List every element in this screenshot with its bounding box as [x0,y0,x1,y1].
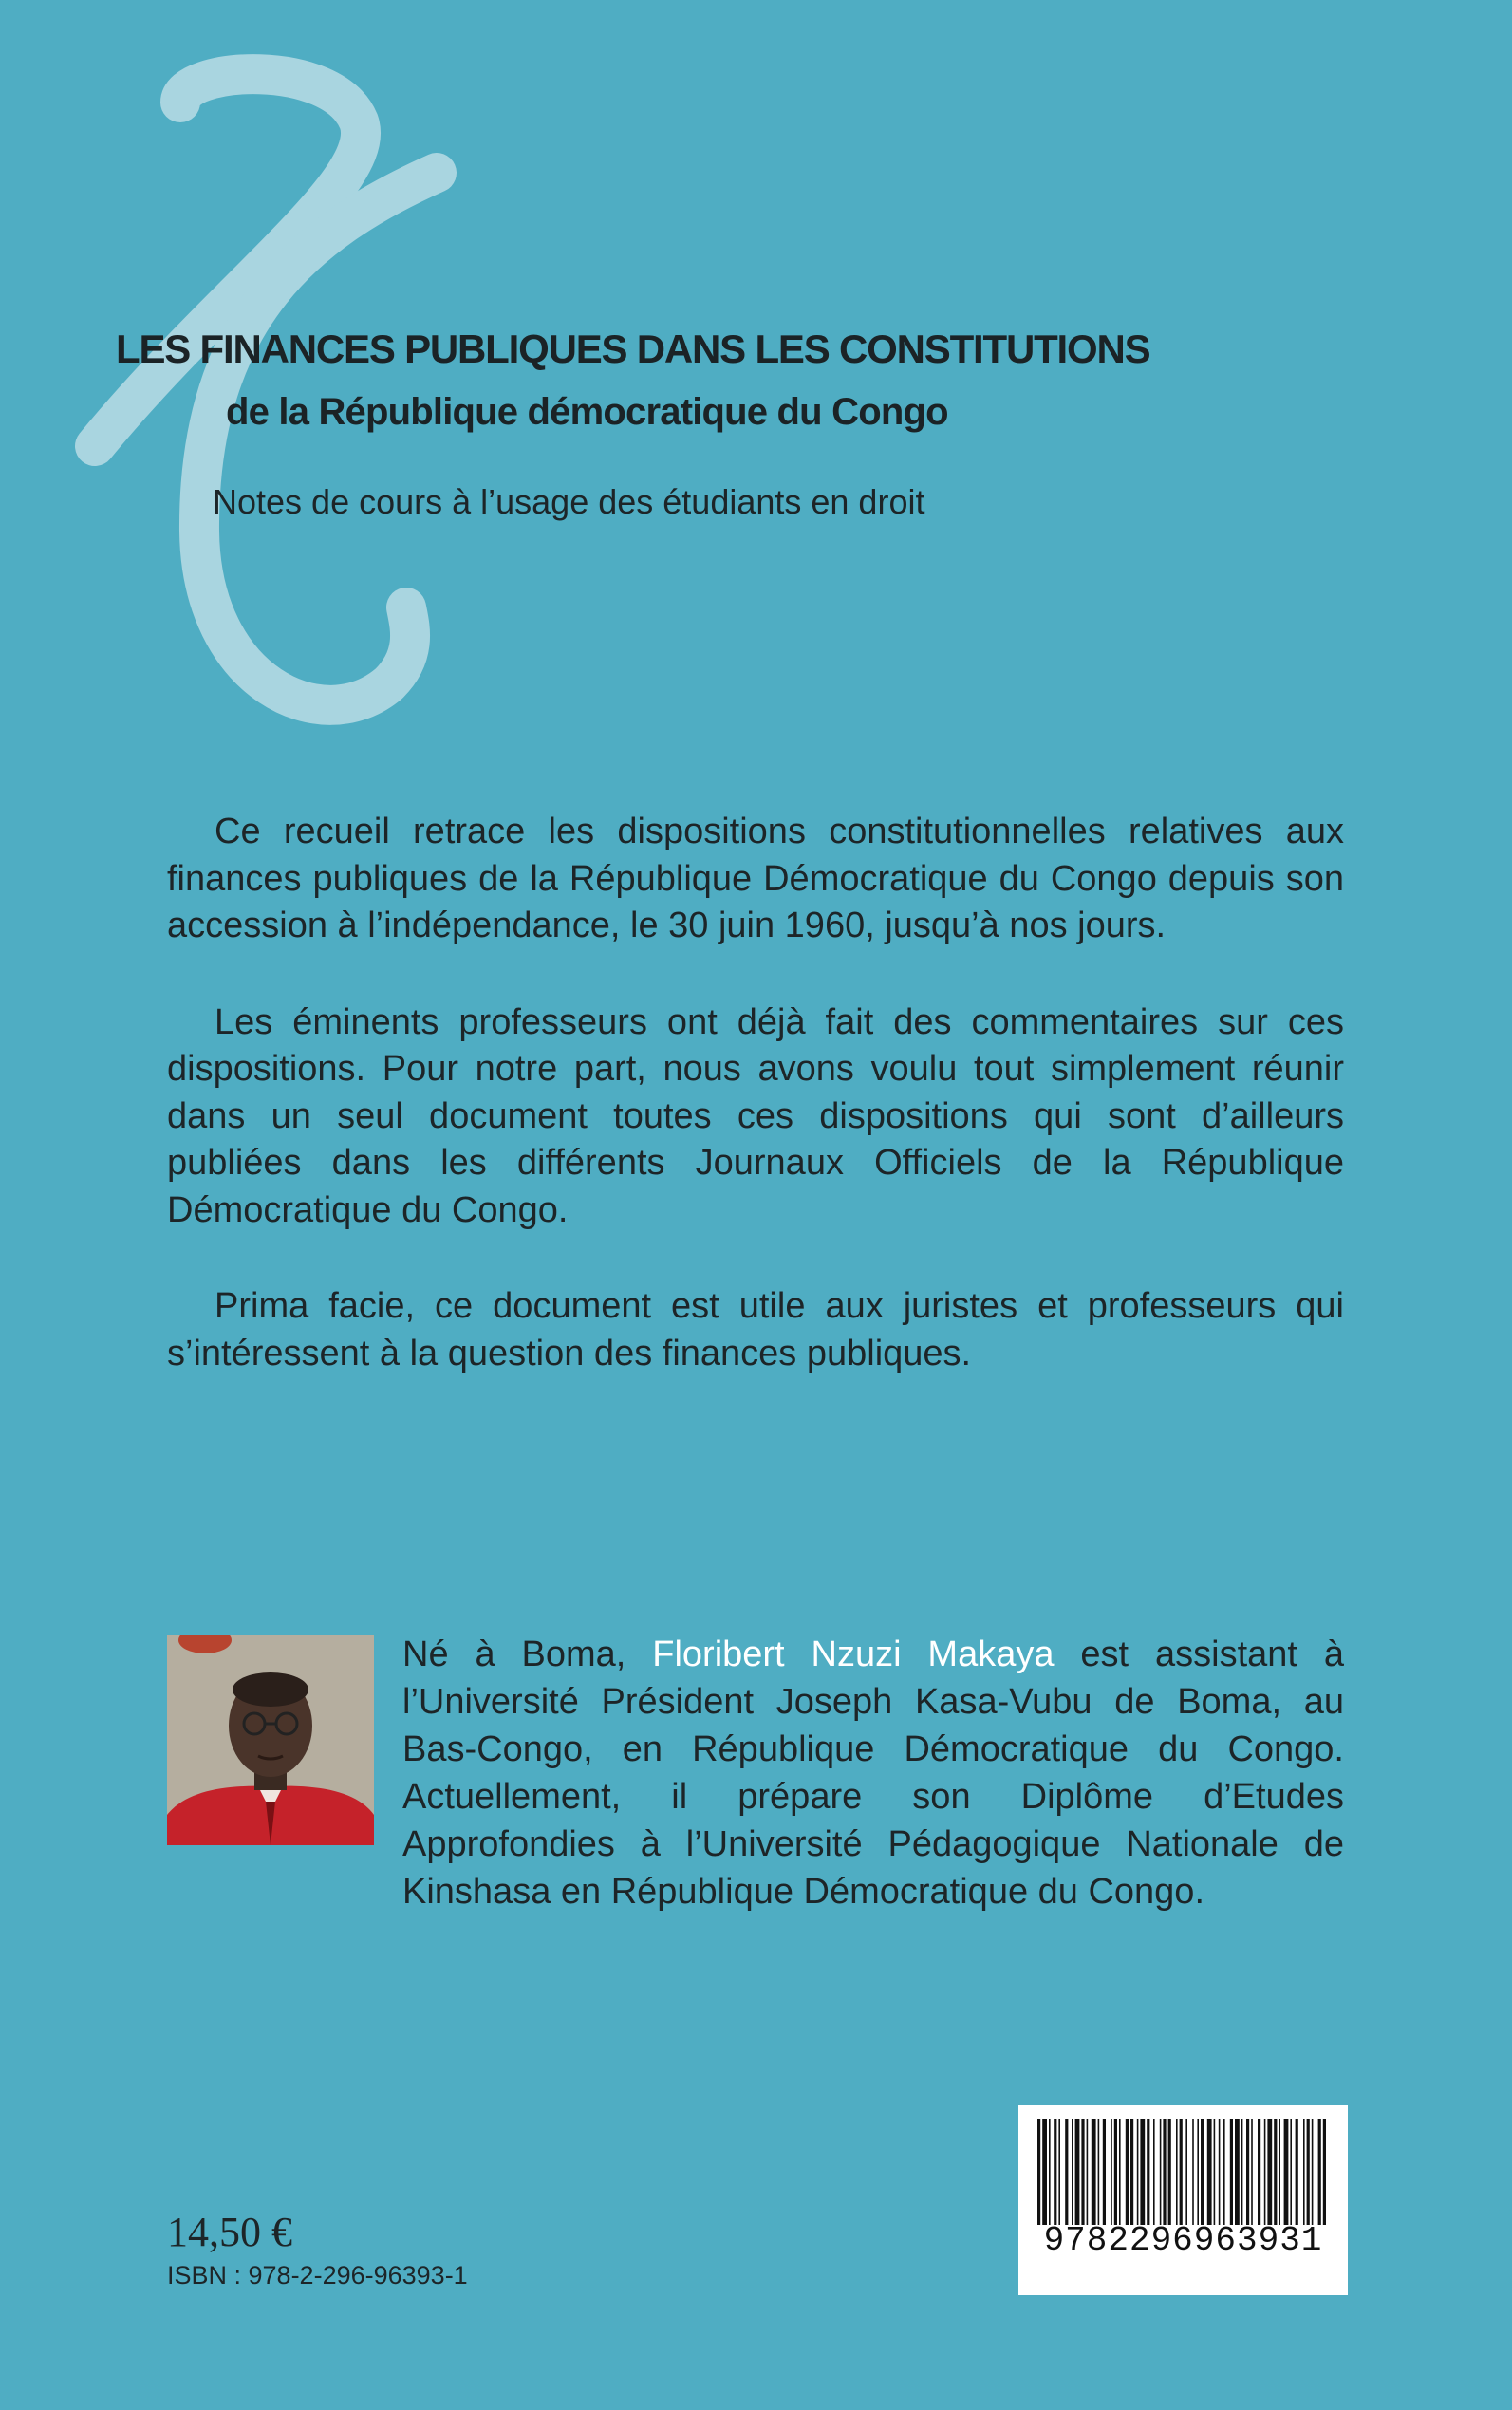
book-tagline: Notes de cours à l’usage des étudiants en droit [213,482,925,521]
book-title: LES FINANCES PUBLIQUES DANS LES CONSTITUTIONS [116,327,1150,371]
author-photo [167,1635,374,1845]
book-subtitle: de la République démocratique du Congo [226,391,948,433]
ornament-logo-icon [0,0,569,778]
barcode [1018,2105,1348,2295]
bio-rest: est assistant à l’Université Président Joseph Kasa-Vubu de Boma, au Bas-Congo, en République Démocratique du Congo. Actuellement, il prépare son Diplôme d’Etudes Approfondies à l’Université Pédagogique Nationale de Kinshasa en République Démocratique du Congo. [402,1635,1344,1912]
barcode-digits: 9782296963931 [1043,2221,1323,2260]
isbn-label: ISBN : 978-2-296-96393-1 [167,2261,468,2289]
author-portrait-icon [167,1635,374,1845]
author-bio [402,1631,1344,1915]
summary-paragraph-3: Prima facie, ce document est utile aux juristes et professeurs qui s’intéressent à la question des finances publiques. [167,1286,1344,1373]
author-name: Floribert Nzuzi Makaya [652,1635,1055,1674]
bio-prefix: Né à Boma, [402,1635,653,1674]
summary-text [167,809,1344,1427]
summary-paragraph-1: Ce recueil retrace les dispositions constitutionnelles relatives aux finances publiques de la République Démocratique du Congo depuis son accession à l’indépendance, le 30 juin 1960, jusqu’à nos jours. [167,812,1344,945]
price-label: 14,50 € [167,2209,292,2255]
summary-paragraph-2: Les éminents professeurs ont déjà fait des commentaires sur ces dispositions. Pour notre part, nous avons voulu tout simplement réunir dans un seul document toutes ces dispositions qui sont d’ailleurs publiées dans les différents Journaux Officiels de la République Démocratique du Congo. [167,1001,1344,1230]
barcode-bars-icon [1036,2119,1331,2225]
